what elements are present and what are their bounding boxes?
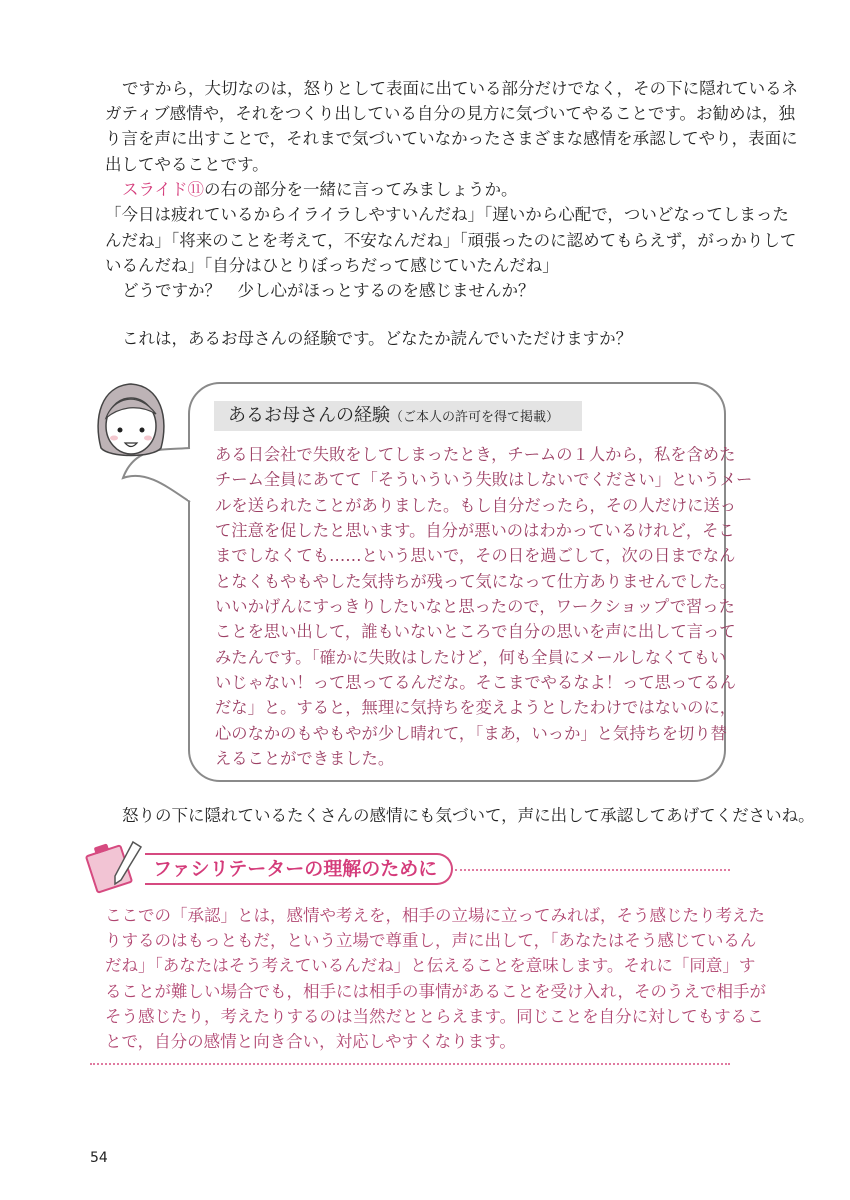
facilitator-line: りするのはもっともだ，という立場で尊重し，声に出して，「あなたはそう感じているん [105,931,757,950]
invite-text: これは，あるお母さんの経験です。どなたか読んでいただけますか？ [122,329,633,348]
mother-face-icon [93,378,169,474]
intro-line: ガティブ感情や，それをつくり出している自分の見方に気づいてやることです。お勧めは，独 [105,104,796,123]
quote-line: 「今日は疲れているからイライラしやすいんだね」「遅いから心配で，ついどなってしまった [105,205,789,224]
facilitator-line: だね」「あなたはそう考えているんだね」と伝えることを意味します。それに「同意」す [105,956,756,975]
story-line: えることができました。 [215,749,395,768]
slide-reference: スライド⑪ [122,180,205,199]
story-line: いじゃない！って思ってるんだな。そこまでやるなよ！って思ってるん [215,673,737,692]
closing-text: 怒りの下に隠れているたくさんの感情にも気づいて，声に出して承認してあげてくださいね。 [122,806,815,825]
quote-line: いるんだね」「自分はひとりぼっちだって感じていたんだね」 [105,256,559,275]
intro-line: 出してやることです。 [105,155,269,174]
story-line: て注意を促したと思います。自分が悪いのはわかっているけれど，そこ [215,521,735,540]
story-line: となくもやもやした気持ちが残って気になって仕方ありませんでした。 [215,572,737,591]
story-line: いいかげんにすっきりしたいなと思ったので，ワークショップで習った [215,597,735,616]
intro-line: ですから，大切なのは，怒りとして表面に出ている部分だけでなく，その下に隠れているネ [122,79,799,98]
facilitator-line: とで，自分の感情と向き合い，対応しやすくなります。 [105,1032,516,1051]
story-line: だな」と。すると，無理に気持ちを変えようとしたわけではないのに， [215,698,737,717]
story-line: チーム全員にあてて「そういういう失敗はしないでください」というメー [215,470,753,489]
story-line: ルを送られたことがありました。もし自分だったら，その人だけに送っ [215,496,737,515]
story-line: みたんです。「確かに失敗はしたけど，何も全員にメールしなくてもい [215,648,727,667]
divider [90,1063,730,1065]
facilitator-heading: ファシリテーターの理解のために [145,853,453,885]
divider [455,869,730,871]
facilitator-line: ることが難しい場合でも，相手には相手の事情があることを受け入れ，そのうえで相手が [105,982,766,1001]
story-title-note: （ご本人の許可を得て掲載） [390,410,560,425]
clipboard-pencil-icon [85,838,149,894]
story-line: ことを思い出して，誰もいないところで自分の思いを声に出して言って [215,622,736,641]
facilitator-line: ここでの「承認」とは，感情や考えを，相手の立場に立ってみれば，そう感じたり考えた [105,906,765,925]
story-title [214,401,582,431]
intro-line: り言を声に出すことで，それまで気づいていなかったさまざまな感情を承認してやり，表面に [105,129,798,148]
page-number: 54 [90,1150,108,1166]
story-line: ある日会社で失敗をしてしまったとき，チームの１人から，私を含めた [215,445,736,464]
story-line: 心のなかのもやもやが少し晴れて，「まあ，いっか」と気持ちを切り替 [215,724,727,743]
question-text: どうですか？ 少し心がほっとするのを感じませんか？ [122,281,535,300]
facilitator-line: そう感じたり，考えたりするのは当然だととらえます。同じことを自分に対してもするこ [105,1007,764,1026]
slide-instruction [105,177,518,202]
story-line: までしなくても……という思いで，その日を過ごして，次の日までなん [215,546,736,565]
slide-instruction-text: の右の部分を一緒に言ってみましょうか。 [204,180,518,199]
quote-line: んだね」「将来のことを考えて，不安なんだね」「頑張ったのに認めてもらえず，がっかりして [105,231,797,250]
story-title-text: あるお母さんの経験 [228,405,390,426]
